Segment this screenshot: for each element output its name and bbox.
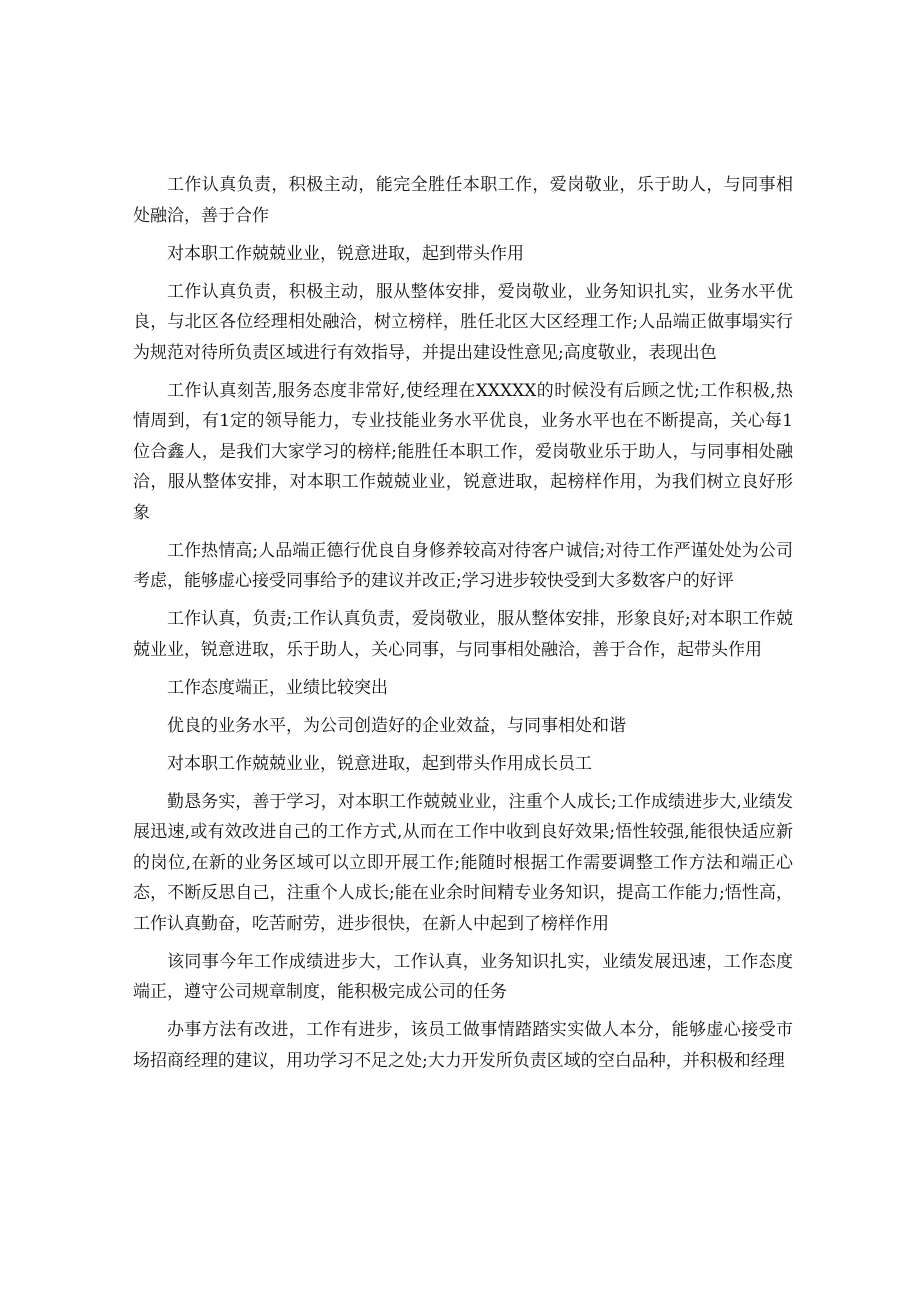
paragraph: 工作认真刻苦,服务态度非常好,使经理在XXXXX的时候没有后顾之忧;工作积极,热情周到，有1定的领导能力，专业技能业务水平优良，业务水平也在不断提高，关心每1位合鑫人，是我们大家学习的榜样;能胜任本职工作，爱岗敬业乐于助人，与同事相处融洽，服从整体安排，对本职工作兢兢业业，锐意进取，起榜样作用，为我们树立良好形象 xyxy=(133,380,793,523)
paragraph: 工作热情高;人品端正德行优良自身修养较高对待客户诚信;对待工作严谨处处为公司考虑，能够虚心接受同事给予的建议并改正;学习进步较快受到大多数客户的好评 xyxy=(133,540,793,591)
paragraph: 工作认真负责，积极主动，能完全胜任本职工作，爱岗敬业，乐于助人，与同事相处融洽，善于合作 xyxy=(133,175,793,226)
paragraph: 该同事今年工作成绩进步大，工作认真，业务知识扎实，业绩发展迅速，工作态度端正，遵守公司规章制度，能积极完成公司的任务 xyxy=(133,951,793,1002)
paragraph: 优良的业务水平，为公司创造好的企业效益，与同事相处和谐 xyxy=(167,715,626,736)
paragraph: 工作认真负责，积极主动，服从整体安排，爱岗敬业，业务知识扎实，业务水平优良，与北区各位经理相处融洽，树立榜样，胜任北区大区经理工作;人品端正做事塌实行为规范对待所负责区域进行有效指导，并提出建设性意见;高度敬业，表现出色 xyxy=(133,281,793,363)
document-body xyxy=(133,170,793,1084)
paragraph: 工作认真，负责;工作认真负责，爱岗敬业，服从整体安排，形象良好;对本职工作兢兢业业，锐意进取，乐于助人，关心同事，与同事相处融洽，善于合作，起带头作用 xyxy=(133,609,793,660)
paragraph: 办事方法有改进，工作有进步，该员工做事情踏踏实实做人本分，能够虚心接受市场招商经理的建议，用功学习不足之处;大力开发所负责区域的空白品种，并积极和经理 xyxy=(133,1020,793,1071)
paragraph: 对本职工作兢兢业业，锐意进取，起到带头作用 xyxy=(167,243,524,264)
paragraph: 工作态度端正，业绩比较突出 xyxy=(167,677,388,698)
paragraph: 勤恳务实，善于学习，对本职工作兢兢业业，注重个人成长;工作成绩进步大,业绩发展迅速,或有效改进自己的工作方式,从而在工作中收到良好效果;悟性较强,能很快适应新的岗位,在新的业务区域可以立即开展工作;能随时根据工作需要调整工作方法和端正心态，不断反思自己，注重个人成长;能在业余时间精专业务知识，提高工作能力;悟性高，工作认真勤奋，吃苦耐劳，进步很快，在新人中起到了榜样作用 xyxy=(133,791,793,934)
paragraph: 对本职工作兢兢业业，锐意进取，起到带头作用成长员工 xyxy=(167,753,592,774)
